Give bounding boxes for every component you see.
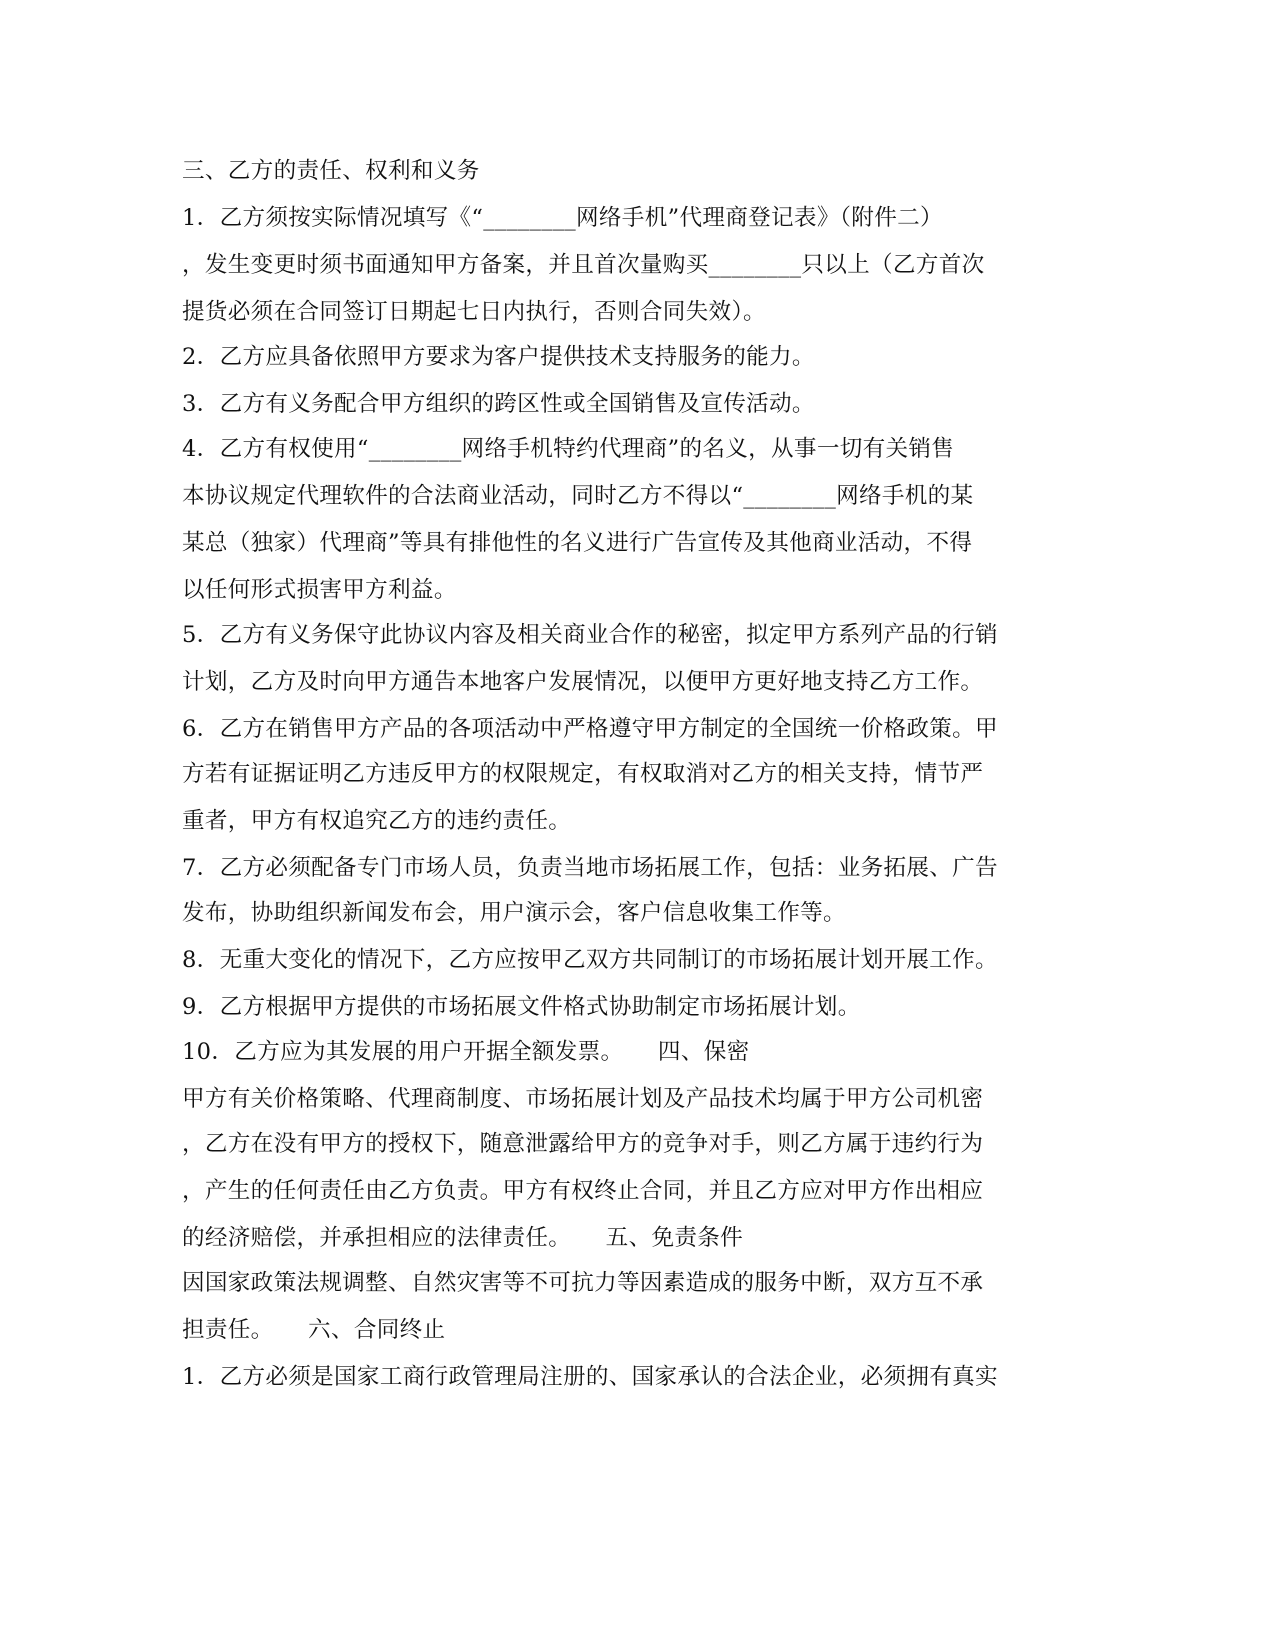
text-line: 重者，甲方有权追究乙方的违约责任。	[182, 808, 572, 834]
text-line: 担责任。 六、合同终止	[182, 1317, 446, 1343]
text-line: 1．乙方必须是国家工商行政管理局注册的、国家承认的合法企业，必须拥有真实	[182, 1364, 998, 1390]
text-line: 2．乙方应具备依照甲方要求为客户提供技术支持服务的能力。	[182, 344, 815, 370]
text-line: 4．乙方有权使用“________网络手机特约代理商”的名义，从事一切有关销售	[182, 436, 955, 462]
text-line: 10．乙方应为其发展的用户开据全额发票。 四、保密	[182, 1039, 750, 1065]
text-line: 8．无重大变化的情况下，乙方应按甲乙双方共同制订的市场拓展计划开展工作。	[182, 947, 998, 973]
text-line: 计划，乙方及时向甲方通告本地客户发展情况，以便甲方更好地支持乙方工作。	[182, 669, 984, 695]
text-line: 甲方有关价格策略、代理商制度、市场拓展计划及产品技术均属于甲方公司机密	[182, 1086, 984, 1112]
text-line: 3．乙方有义务配合甲方组织的跨区性或全国销售及宣传活动。	[182, 391, 815, 417]
text-line: 因国家政策法规调整、自然灾害等不可抗力等因素造成的服务中断，双方互不承	[182, 1270, 984, 1296]
text-line: 5．乙方有义务保守此协议内容及相关商业合作的秘密，拟定甲方系列产品的行销	[182, 622, 998, 648]
text-line: 方若有证据证明乙方违反甲方的权限规定，有权取消对乙方的相关支持，情节严	[182, 761, 984, 787]
text-line: 某总（独家）代理商”等具有排他性的名义进行广告宣传及其他商业活动，不得	[182, 530, 973, 556]
text-line: 的经济赔偿，并承担相应的法律责任。 五、免责条件	[182, 1225, 744, 1251]
text-line: ，产生的任何责任由乙方负责。甲方有权终止合同，并且乙方应对甲方作出相应	[182, 1178, 984, 1204]
section-heading: 三、乙方的责任、权利和义务	[182, 158, 480, 184]
text-line: 7．乙方必须配备专门市场人员，负责当地市场拓展工作，包括：业务拓展、广告	[182, 855, 998, 881]
text-line: ，乙方在没有甲方的授权下，随意泄露给甲方的竞争对手，则乙方属于违约行为	[182, 1131, 984, 1157]
text-line: 发布，协助组织新闻发布会，用户演示会，客户信息收集工作等。	[182, 900, 846, 926]
text-line: 9．乙方根据甲方提供的市场拓展文件格式协助制定市场拓展计划。	[182, 994, 861, 1020]
text-line: 提货必须在合同签订日期起七日内执行，否则合同失效）。	[182, 299, 766, 325]
text-line: ，发生变更时须书面通知甲方备案，并且首次量购买________只以上（乙方首次	[182, 252, 985, 278]
text-line: 1．乙方须按实际情况填写《“________网络手机”代理商登记表》（附件二）	[182, 205, 943, 231]
text-line: 6．乙方在销售甲方产品的各项活动中严格遵守甲方制定的全国统一价格政策。甲	[182, 716, 998, 742]
text-line: 以任何形式损害甲方利益。	[182, 577, 457, 603]
text-line: 本协议规定代理软件的合法商业活动，同时乙方不得以“________网络手机的某	[182, 483, 974, 509]
